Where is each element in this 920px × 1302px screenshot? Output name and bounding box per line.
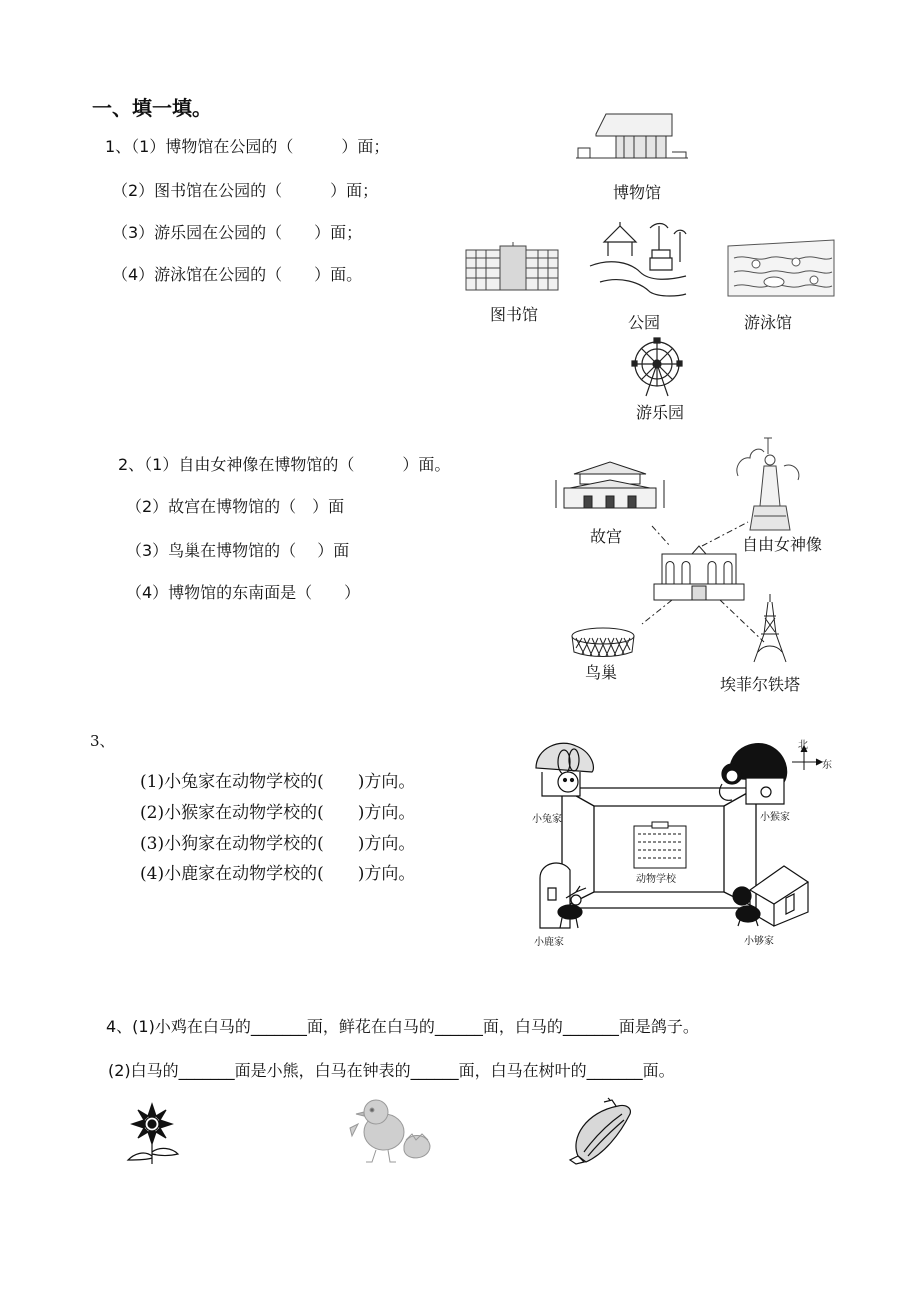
liberty-label: 自由女神像 (742, 535, 823, 554)
compass-north-label: 北 (798, 740, 808, 751)
q3-line-3: (3)小狗家在动物学校的( )方向。 (140, 834, 416, 854)
rabbit-house-label: 小兔家 (532, 814, 562, 825)
amusement-label: 游乐园 (636, 403, 685, 422)
museum-label: 博物馆 (613, 183, 662, 202)
q2-line-1: 2、（1）自由女神像在博物馆的（ ）面。 (118, 455, 451, 474)
park-picture (590, 222, 686, 300)
library-picture (464, 242, 560, 294)
dog-house-label: 小够家 (744, 936, 774, 947)
eiffel-label: 埃菲尔铁塔 (720, 675, 801, 694)
q2-line-3: （3）鸟巢在博物馆的（ ）面 (126, 541, 350, 560)
dog-house-picture (728, 864, 810, 928)
school-picture (630, 822, 690, 870)
q2-line-4: （4）博物馆的东南面是（ ） (126, 583, 361, 602)
q1-line-4: （4）游泳馆在公园的（ ）面。 (112, 265, 363, 284)
chick-picture (346, 1094, 434, 1166)
center-museum-picture (652, 546, 746, 602)
museum-picture (576, 112, 688, 164)
nest-label: 鸟巢 (585, 663, 618, 682)
q1-line-3: （3）游乐园在公园的（ ）面； (112, 223, 363, 242)
q1-line-2: （2）图书馆在公园的（ ）面； (112, 181, 379, 200)
park-label: 公园 (628, 313, 661, 332)
q4-line-1: 4、(1)小鸡在白马的_______面，鲜花在白马的______面，白马的_______面是鸽子。 (106, 1017, 699, 1036)
q1-line-1: 1、（1）博物馆在公园的（ ）面； (105, 137, 390, 156)
school-label: 动物学校 (636, 874, 676, 885)
pool-label: 游泳馆 (744, 313, 793, 332)
deer-house-label: 小鹿家 (534, 937, 564, 948)
pigeon-picture (564, 1098, 636, 1168)
q3-line-1: (1)小兔家在动物学校的( )方向。 (140, 772, 416, 792)
palace-label: 故宫 (590, 527, 623, 546)
section-title: 一、填一填。 (92, 96, 212, 120)
q4-line-2: (2)白马的_______面是小熊，白马在钟表的______面，白马在树叶的_______面。 (108, 1061, 675, 1080)
monkey-house-picture (712, 738, 792, 808)
pool-picture (726, 236, 836, 300)
q2-line-2: （2）故宫在博物馆的（ ）面 (126, 497, 345, 516)
nest-picture (570, 624, 636, 658)
rabbit-house-picture (530, 738, 602, 808)
compass-east-label: 东 (822, 760, 832, 771)
palace-picture (554, 460, 666, 512)
flower-picture (120, 1100, 184, 1166)
liberty-picture (734, 436, 804, 532)
monkey-house-label: 小猴家 (760, 812, 790, 823)
amusement-picture (624, 338, 690, 396)
eiffel-picture (752, 594, 788, 664)
deer-house-picture (536, 858, 592, 930)
q3-line-2: (2)小猴家在动物学校的( )方向。 (140, 803, 416, 823)
q3-line-4: (4)小鹿家在动物学校的( )方向。 (140, 864, 416, 884)
q3-number: 3、 (90, 732, 115, 750)
library-label: 图书馆 (490, 305, 539, 324)
